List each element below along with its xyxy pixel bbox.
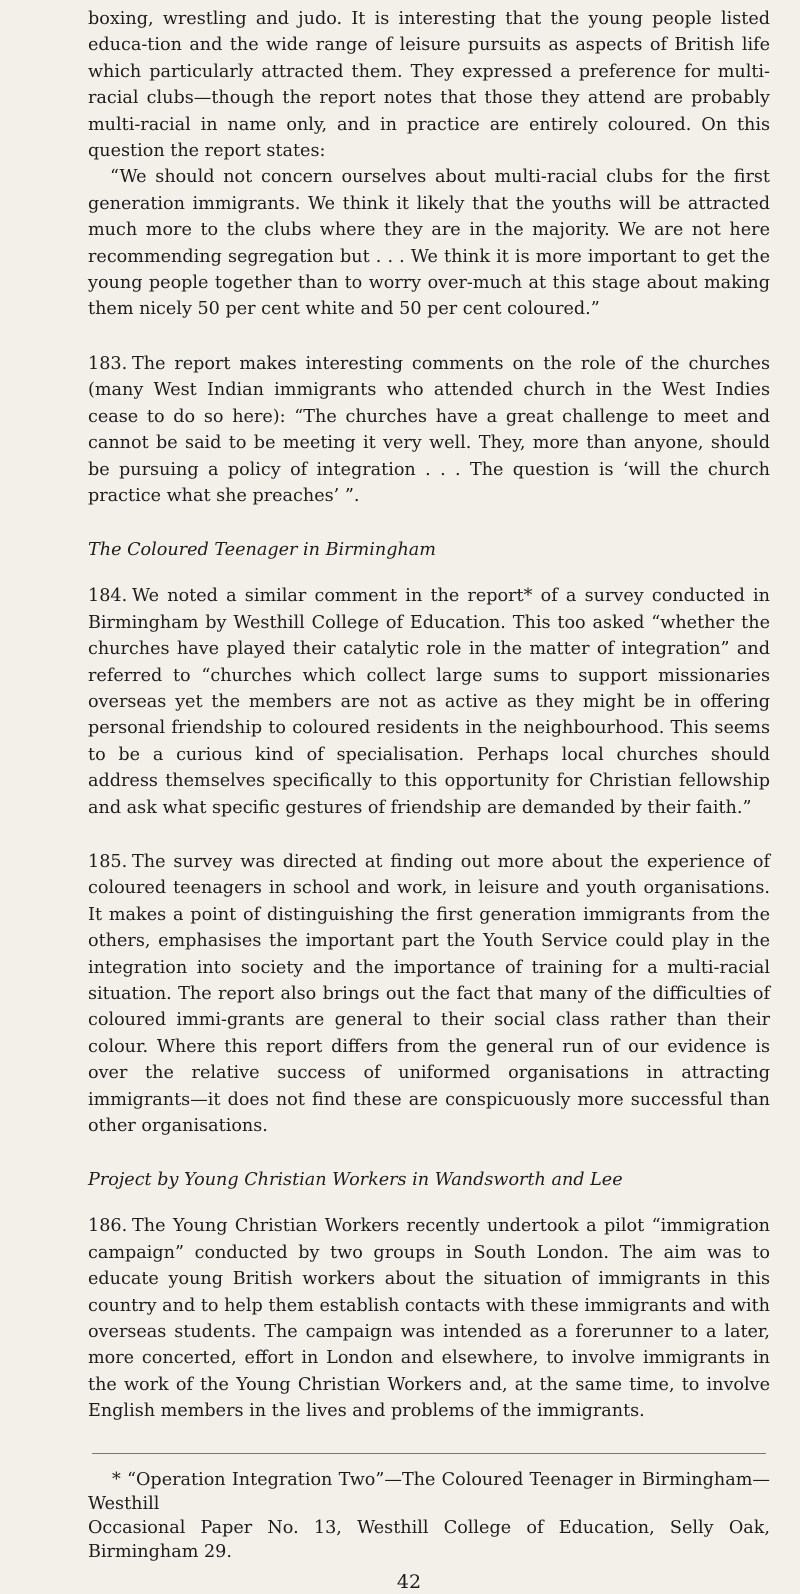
paragraph-number: 186.	[88, 1216, 128, 1237]
footnote-line: * “Operation Integration Two”—The Coloured Teenager in Birmingham—Westhill	[88, 1469, 770, 1514]
section-heading-birmingham: The Coloured Teenager in Birmingham	[88, 540, 436, 561]
paragraph-184	[88, 583, 770, 821]
paragraph-185	[88, 849, 770, 1139]
paragraph-186	[88, 1213, 770, 1424]
paragraph-text: The Young Christian Workers recently undertook a pilot “immigration campaign” conducted by two groups in South London. The aim was to educate young British workers about the situation of immigrants in this country and to help them establish contacts with these immigrants and with overseas students. The campaign was intended as a forerunner to a later, more concerted, effort in London and elsewhere, to involve immigrants in the work of the Young Christian Workers and, at the same time, to involve English members in the lives and problems of the immigrants.	[88, 1216, 770, 1422]
paragraph-text: The survey was directed at finding out more about the experience of coloured teenagers in school and work, in leisure and youth organisations. It makes a point of distinguishing the first generation immigrants from the others, emphasises the important part the Youth Service could play in the integration into society and the importance of training for a multi-racial situation. The report also brings out the fact that many of the difficulties of coloured immi-grants are general to their social class rather than their colour. Where this report differs from the general run of our evidence is over the relative success of uniformed organisations in attracting immigrants—it does not find these are conspicuously more successful than other organisations.	[88, 851, 770, 1137]
footnote-divider	[92, 1453, 766, 1454]
section-heading-wandsworth: Project by Young Christian Workers in Wandsworth and Lee	[88, 1170, 623, 1191]
footnote-line: Occasional Paper No. 13, Westhill College of Education, Selly Oak, Birmingham 29.	[88, 1517, 770, 1562]
block-quote: “We should not concern ourselves about multi-racial clubs for the first generation immigrants. We think it likely that the youths will be attracted much more to the clubs where they are in the majority. We are not here recommending segregation but . . . We think it is more important to get the young people together than to worry over-much at this stage about making them nicely 50 per cent white and 50 per cent coloured.”	[88, 167, 770, 320]
footnote	[88, 1468, 770, 1564]
page-number: 42	[396, 1570, 422, 1593]
paragraph-number: 183.	[88, 353, 128, 374]
paragraph-text: We noted a similar comment in the report* of a survey conducted in Birmingham by Westhill College of Education. This too asked “whether the churches have played their catalytic role in the matter of integration” and referred to “churches which collect large sums to support missionaries overseas yet the members are not as active as they might be in offering personal friendship to coloured residents in the neighbourhood. This seems to be a curious kind of specialisation. Perhaps local churches should address themselves specifically to this opportunity for Christian fellowship and ask what specific gestures of friendship are demanded by their faith.”	[88, 586, 770, 818]
paragraph-text: The report makes interesting comments on the role of the churches (many West Indian immigrants who attended church in the West Indies cease to do so here): “The churches have a great challenge to meet and cannot be said to be meeting it very well. They, more than anyone, should be pursuing a policy of integration . . . The question is ‘will the church practice what she preaches’ ”.	[88, 353, 770, 506]
paragraph-number: 184.	[88, 586, 128, 607]
paragraph-continuation: boxing, wrestling and judo. It is interesting that the young people listed educa-tion and the wide range of leisure pursuits as aspects of British life which particularly attracted them. They expressed a preference for multi-racial clubs—though the report notes that those they attend are probably multi-racial in name only, and in practice are entirely coloured. On this question the report states:	[88, 9, 770, 162]
paragraph-number: 185.	[88, 851, 128, 872]
paragraph-183	[88, 351, 770, 509]
